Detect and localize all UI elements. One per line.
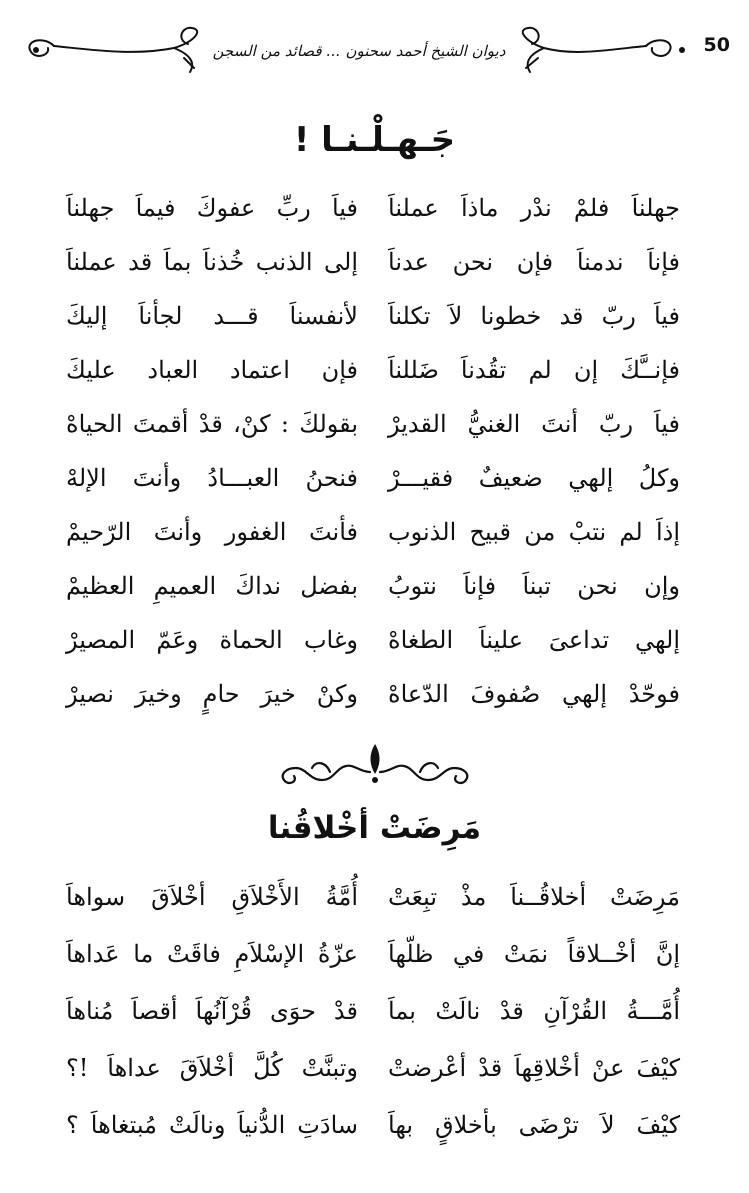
verse-second-hemistich: إلى الذنب خُذناَ بماَ قد عملناَ bbox=[66, 248, 358, 276]
verse-second-hemistich: فأنتَ الغفور وأنتَ الرّحيمْ bbox=[66, 518, 358, 546]
verse-row bbox=[66, 669, 680, 719]
verse-first-hemistich: وكلُ إلهي ضعيفٌ فقيـــرْ bbox=[388, 464, 680, 492]
verse-first-hemistich: وإن نحن تبناَ فإناَ نتوبُ bbox=[388, 572, 680, 600]
verse-row bbox=[66, 507, 680, 557]
verse-first-hemistich: فإناَ ندمناَ فإن نحن عدناَ bbox=[388, 248, 680, 276]
verse-first-hemistich: إلهي تداعىَ عليناَ الطغاهْ bbox=[388, 626, 680, 654]
verse-first-hemistich: فياَ ربّ قد خطونا لاَ تكلناَ bbox=[388, 302, 680, 330]
verse-row bbox=[66, 399, 680, 449]
verse-row bbox=[66, 183, 680, 233]
page-number: 50 bbox=[703, 34, 730, 56]
verse-second-hemistich: فإن اعتماد العباد عليكَ bbox=[66, 356, 358, 384]
verse-second-hemistich: قدْ حوَى قُرْآنُهاَ أقصاَ مُناهاَ bbox=[66, 997, 358, 1025]
verse-first-hemistich: أُمَّـــةُ القُرْآنِ قدْ نالَتْ بماَ bbox=[388, 997, 680, 1025]
verse-second-hemistich: بقولكَ : كنْ، قدْ أقمتَ الحياهْ bbox=[66, 410, 358, 438]
verse-row bbox=[66, 561, 680, 611]
verse-row bbox=[66, 291, 680, 341]
verse-second-hemistich: أُمَّةُ الأَخْلاَقِ أخْلاَقَ سواهاَ bbox=[66, 883, 358, 911]
verse-second-hemistich: وكنْ خيرَ حامٍ وخيرَ نصيرْ bbox=[66, 680, 358, 708]
running-header bbox=[14, 18, 736, 82]
section-divider-ornament bbox=[270, 738, 480, 792]
verse-first-hemistich: فإنــَّكَ إن لم تقُدناَ ضَللناَ bbox=[388, 356, 680, 384]
verse-first-hemistich: إنَّ أخْــلاقاً نمَتْ في ظلّهاَ bbox=[388, 940, 680, 968]
verse-row bbox=[66, 345, 680, 395]
verse-row bbox=[66, 615, 680, 665]
verse-first-hemistich: كيْفَ عنْ أخْلاقِهاَ قدْ أعْرضتْ bbox=[388, 1054, 680, 1082]
verse-first-hemistich: جهلناَ فلمْ ندْر ماذاَ عملناَ bbox=[388, 194, 680, 222]
poem-title-1: جَـهـلْـنـا ! bbox=[293, 120, 456, 160]
verse-first-hemistich: كيْفَ لاَ ترْضَى بأخلاقٍ بهاَ bbox=[388, 1111, 680, 1139]
verse-row bbox=[66, 929, 680, 979]
verse-second-hemistich: فياَ ربِّ عفوكَ فيماَ جهلناَ bbox=[66, 194, 358, 222]
running-title: ديوان الشيخ أحمد سحنون ... قصائد من السجن bbox=[212, 42, 506, 60]
verse-second-hemistich: بفضل نداكَ العميمِ العظيمْ bbox=[66, 572, 358, 600]
verse-first-hemistich: فياَ ربّ أنتَ الغنيُّ القديرْ bbox=[388, 410, 680, 438]
verse-first-hemistich: إذاَ لم نتبْ من قبيح الذنوب bbox=[388, 518, 680, 546]
verse-second-hemistich: وتبنَّتْ كُلَّ أخْلاَقَ عداهاَ !؟ bbox=[66, 1054, 358, 1082]
verse-row bbox=[66, 872, 680, 922]
verse-row bbox=[66, 1100, 680, 1150]
verse-second-hemistich: فنحنُ العبـــادُ وأنتَ الإلهْ bbox=[66, 464, 358, 492]
poem-title-2: مَرِضَتْ أخْلاقُنا bbox=[267, 810, 482, 846]
verse-row bbox=[66, 453, 680, 503]
verse-row bbox=[66, 986, 680, 1036]
verse-second-hemistich: لأنفسناَ قـــد لجأناَ إليكَ bbox=[66, 302, 358, 330]
verse-row bbox=[66, 1043, 680, 1093]
verse-second-hemistich: عزّةُ الإسْلاَمِ فاقَتْ ما عَداهاَ bbox=[66, 940, 358, 968]
verse-second-hemistich: وغاب الحماة وعَمّ المصيرْ bbox=[66, 626, 358, 654]
verse-row bbox=[66, 237, 680, 287]
verse-second-hemistich: سادَتِ الدُّنياَ ونالَتْ مُبتغاهاَ ؟ bbox=[66, 1111, 358, 1139]
verse-first-hemistich: مَرِضَتْ أخلاقُــناَ مذْ تبِعَتْ bbox=[388, 883, 680, 911]
verse-first-hemistich: فوحّدْ إلهي صُفوفَ الدّعاهْ bbox=[388, 680, 680, 708]
